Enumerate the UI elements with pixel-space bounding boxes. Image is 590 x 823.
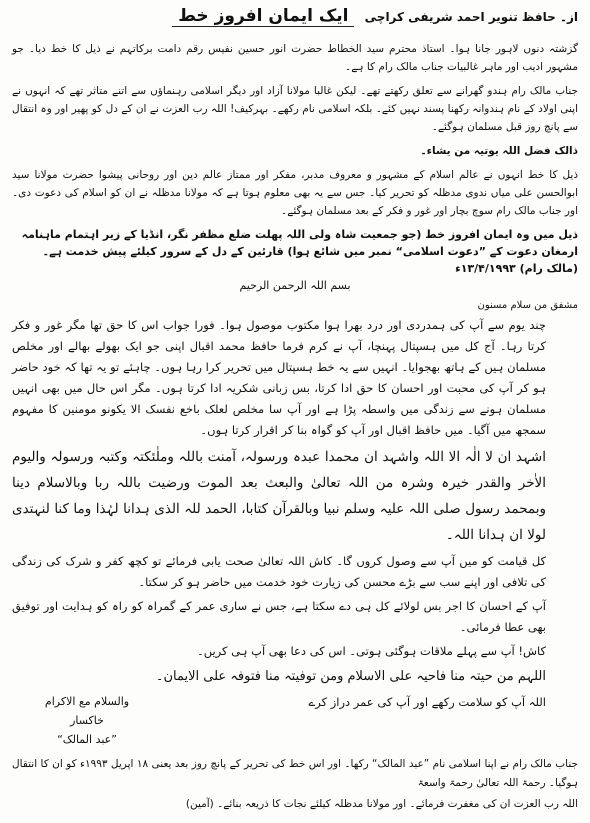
bismillah: بسم اللہ الرحمن الرحیم [239, 279, 351, 292]
caption-signature: (مالک رام) [519, 262, 578, 275]
letter-caption [12, 226, 578, 277]
intro-paragraph-2: جناب مالک رام ہندو گھرانے سے تعلق رکھتے تھے۔ لیکن غالبا مولانا آزاد اور دیگر اسلامی رہنماؤں سے اتنے متاثر تھے کہ انہوں نے اپنی اولاد کے نام ہندوانہ رکھنا پسند نہیں کئے۔ بلکہ اسلامی نام رکھے۔ بہرکیف! اللہ رب العزت نے ان کے دل کو پھیر اور وہ انتقال سے پانچ روز قبل مسلمان ہوگئے۔ [12, 85, 578, 133]
letter-body [12, 315, 578, 689]
closing-blessing: اللہ آپ کو سلامت رکھے اور آپ کی عمر دراز کرے [308, 695, 546, 709]
signatory-name: ”عبد المالک“ [57, 733, 117, 746]
intro-paragraph-1: گزشتہ دنوں لاہور جانا ہوا۔ استاذ محترم سید الخطاط حضرت انور حسین نفیس رقم دامت برکاتہم نے ذیل کا خط دیا۔ جو مشہور ادیب اور ماہر غالبیات جناب مالک رام کا ہے۔ [12, 43, 578, 73]
footer-paragraph-1: جناب مالک رام نے اپنا اسلامی نام ”عبد المالک“ رکھا۔ اور اس خط کی تحریر کے پانچ روز بعد یعنی ۱۸ اپریل ۱۹۹۳ء کو ان کا انتقال ہوگیا۔ رحمۃ اللہ تعالیٰ رحمۃ واسعۃ [12, 758, 578, 789]
salutation: مشفق من سلام مسنون [477, 300, 578, 311]
intro-quote: ذالک فضل اللہ یوتیہ من یشاء۔ [420, 145, 578, 157]
wassalam-text: والسلام مع الاکرام [44, 695, 130, 708]
footer-paragraph-2: اللہ رب العزت ان کی مغفرت فرمائے۔ اور مولانا مدظلہ کیلئے نجات کا ذریعہ بنائے۔ (آمین) [185, 798, 578, 810]
signature-block [12, 692, 162, 749]
page-title: ایک ایمان افروز خط [172, 6, 354, 27]
caption-date: ۱۳/۴/۱۹۹۳ء [455, 262, 516, 275]
introduction [12, 40, 578, 220]
author-byline: از۔ حافظ تنویر احمد شریفی کراچی [364, 10, 578, 24]
khaksar-text: خاکسار [70, 714, 104, 727]
letter-paragraph-4: کاش! آپ سے پہلے ملاقات ہوگئی ہوتی۔ اس کی دعا بھی آپ ہی کریں۔ [196, 644, 546, 658]
intro-paragraph-3: ذیل کا خط انہوں نے عالم اسلام کے مشہور و معروف مدبر، مفکر اور ممتاز عالم دین اور روحانی پیشوا حضرت مولانا سید ابوالحسن علی میاں ندوی مدظلہ کو تحریر کیا۔ جس سے یہ بھی معلوم ہوتا ہے کہ مولانا مدظلہ نے ان کو اسلام کی دعوت دی۔ اور جناب مالک رام سوچ بچار اور غور و فکر کے بعد مسلمان ہوگئے۔ [12, 169, 578, 217]
letter-closing [12, 692, 578, 749]
letter-shahada: اشہد ان لا الٰہ الا اللہ واشہد ان محمدا عبدہ ورسولہ، آمنت باللہ وملٰئکتہ وکتبہ ورسولہ والیوم الاٰخر والقدر خیرہ وشرہ من اللہ تعالیٰ والبعث بعد الموت ورضیت باللہ ربا وبالاسلام دینا وبمحمد رسول صلی اللہ علیہ وسلم نبیا وبالقرآن کتابا، الحمد للہ الذی ہدانا لہٰذا وما کنا لنہتدی لولا ان ہدانا اللہ۔ [12, 449, 546, 543]
letter-paragraph-3: آپ کے احسان کا اجر بس لولائے کل ہی دے سکتا ہے، جس نے ساری عمر کے گمراہ کو راہ کو ہدایت اور توفیق بھی عطا فرمائی۔ [12, 599, 546, 634]
caption-text: ذیل میں وہ ایمان افروز خط (جو جمعیت شاہ ولی اللہ پھلت ضلع مظفر نگر، انڈیا کے زیر اہتمام ماہنامہ ارمغان دعوت کے ”دعوت اسلامی“ نمبر میں شائع ہوا) قارئین کے دل کے سرور کیلئے پیش خدمت ہے۔ [21, 228, 578, 258]
letter-dua: اللہم من حیتہ منا فاحیہ علی الاسلام ومن توفیتہ منا فتوفہ علی الایمان۔ [155, 669, 546, 684]
header [12, 6, 578, 36]
letter-paragraph-1: چند یوم سے آپ کی ہمدردی اور درد بھرا ہوا مکتوب موصول ہوا۔ فورا جواب اس کا حق تھا مگر غور و فکر کرتا رہا۔ آج کل میں ہسپتال پہنچا، آپ نے کرم فرما حافظ محمد اقبال اپنی جو ایک بھولے بھالے اور مخلص مسلمان ہیں کے ہاتھ بھجوایا۔ انہیں سے یہ خط ہسپتال میں تحریر کرا رہا ہوں۔ چاہئے تو یہ تھا کہ خود حاضر ہو کر آپ کی محبت اور احسان کا حق ادا کرتا، بس زبانی شکریہ ادا کرتا ہوں۔ مگر اس حال میں بھی انہیں مسلمان ہونے سے زندگی میں واسطہ پڑا ہے اور آپ سا مخلص لعلک باخع نفسک الا یکونو مومنین کا مفہوم سمجھ میں آگیا۔ میں حافظ اقبال اور آپ کو گواہ بنا کر اقرار کرتا ہوں۔ [12, 318, 546, 437]
letter-paragraph-2: کل قیامت کو میں آپ سے وصول کروں گا۔ کاش اللہ تعالیٰ صحت یابی فرمائے تو کچھ کفر و شرک کی زندگی کی تلافی اور اپنے سب سے بڑے محسن کی زیارت خود خدمت میں حاضر ہو کر سکتا۔ [12, 554, 546, 589]
footer-notes [12, 755, 578, 814]
